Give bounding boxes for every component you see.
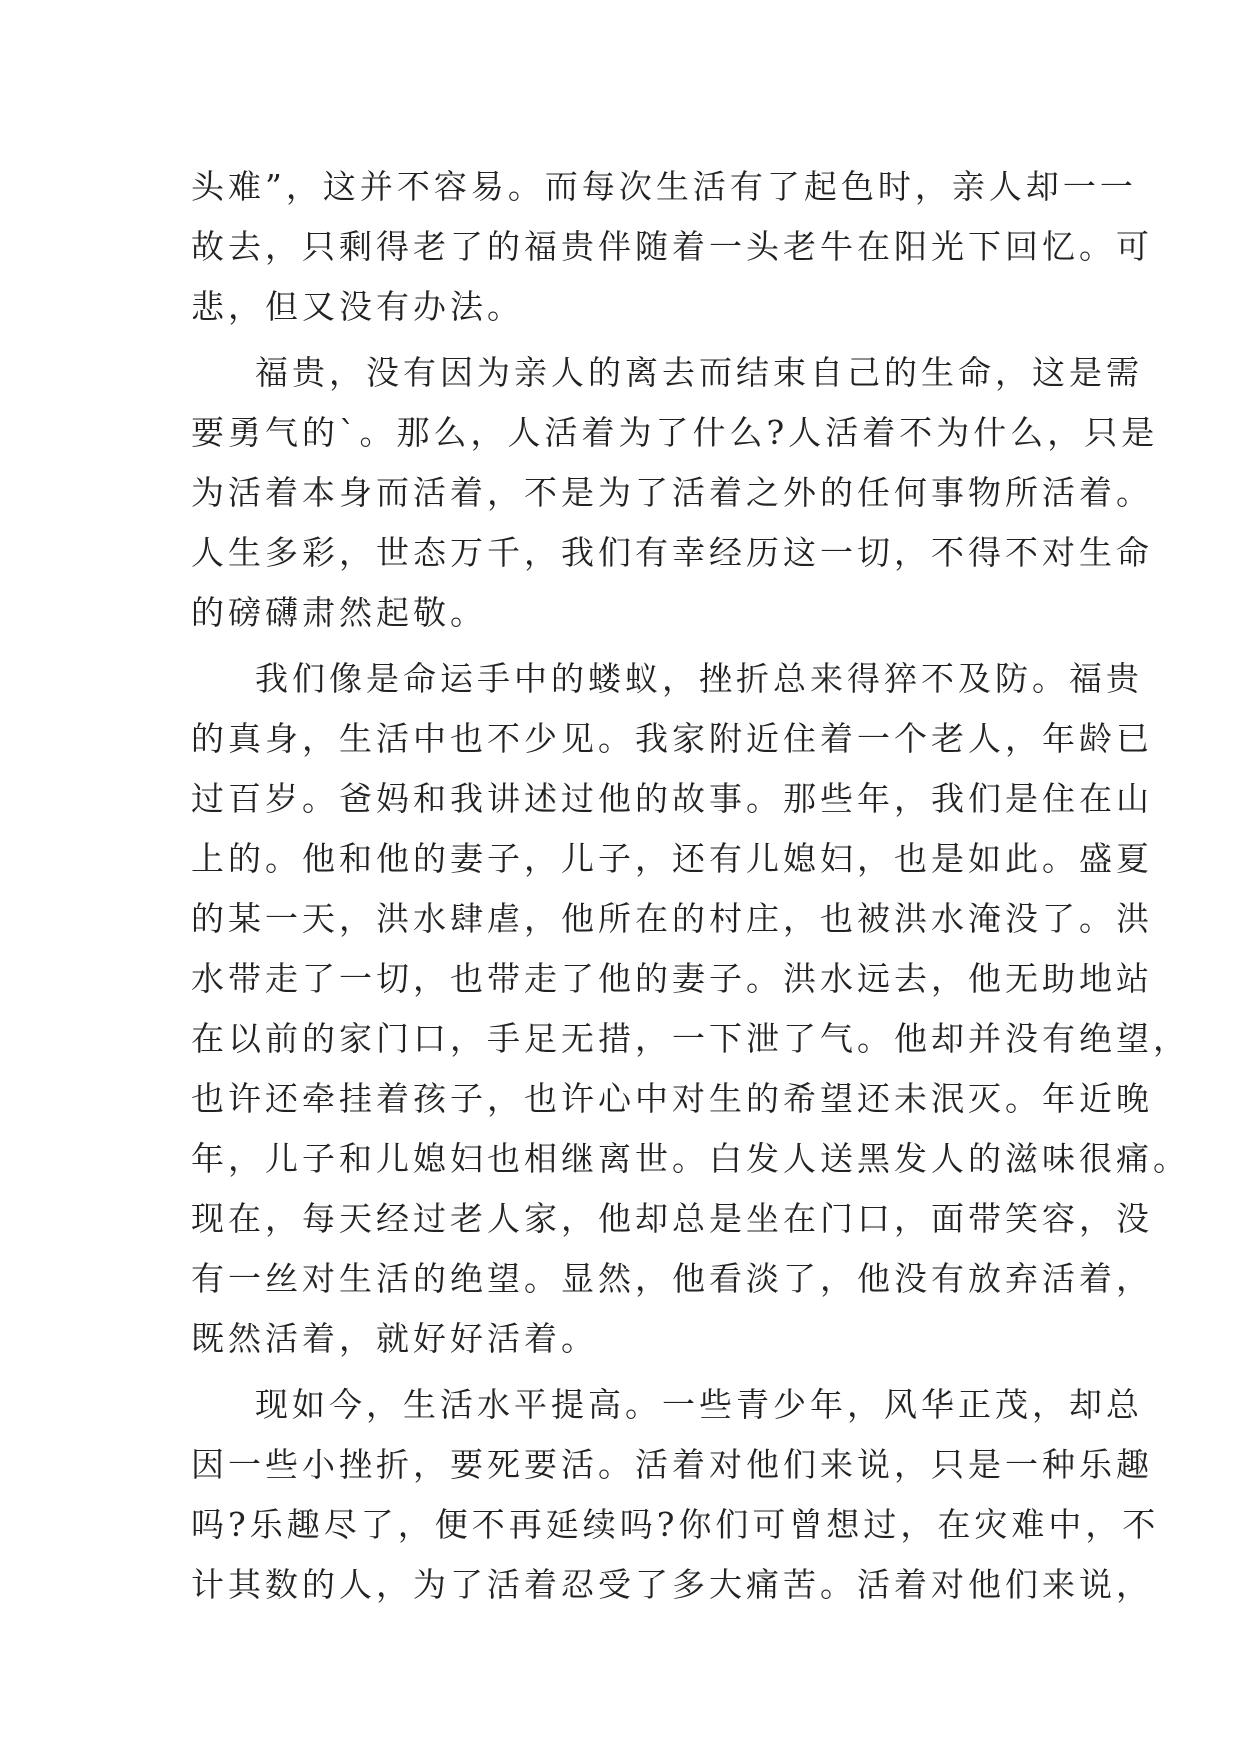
text-line: 既然活着，就好好活着。: [191, 1319, 598, 1358]
text-line: 现在，每天经过老人家，他却总是坐在门口，面带笑容，没: [191, 1199, 1153, 1238]
text-line: 故去，只剩得老了的福贵伴随着一头老牛在阳光下回忆。可: [191, 227, 1153, 266]
text-line: 年，儿子和儿媳妇也相继离世。白发人送黑发人的滋味很痛。: [191, 1139, 1190, 1178]
text-line: 我们像是命运手中的蝼蚁，挫折总来得猝不及防。福贵: [255, 659, 1143, 698]
text-line: 的真身，生活中也不少见。我家附近住着一个老人，年龄已: [191, 719, 1153, 758]
text-line: 现如今，生活水平提高。一些青少年，风华正茂，却总: [255, 1385, 1143, 1424]
paragraph-3: [191, 649, 1190, 1369]
text-line: 因一些小挫折，要死要活。活着对他们来说，只是一种乐趣: [191, 1445, 1153, 1484]
text-line: 有一丝对生活的绝望。显然，他看淡了，他没有放弃活着，: [191, 1259, 1153, 1298]
text-line: 为活着本身而活着，不是为了活着之外的任何事物所活着。: [191, 473, 1153, 512]
text-line: 的某一天，洪水肆虐，他所在的村庄，也被洪水淹没了。洪: [191, 899, 1153, 938]
text-line: 上的。他和他的妻子，儿子，还有儿媳妇，也是如此。盛夏: [191, 839, 1153, 878]
text-line: 要勇气的`。那么，人活着为了什么?人活着不为什么，只是: [191, 413, 1159, 452]
text-line: 计其数的人，为了活着忍受了多大痛苦。活着对他们来说，: [191, 1565, 1153, 1604]
paragraph-2: [191, 343, 1159, 643]
text-line: 的磅礴肃然起敬。: [191, 593, 487, 632]
body-text: [191, 157, 1190, 1615]
text-line: 水带走了一切，也带走了他的妻子。洪水远去，他无助地站: [191, 959, 1153, 998]
text-line: 在以前的家门口，手足无措，一下泄了气。他却并没有绝望，: [191, 1019, 1190, 1058]
text-line: 也许还牵挂着孩子，也许心中对生的希望还未泯灭。年近晚: [191, 1079, 1153, 1118]
paragraph-1: [191, 157, 1153, 337]
paragraph-4: [191, 1375, 1160, 1615]
text-line: 福贵，没有因为亲人的离去而结束自己的生命，这是需: [255, 353, 1143, 392]
text-line: 吗?乐趣尽了，便不再延续吗?你们可曾想过，在灾难中，不: [191, 1505, 1160, 1544]
text-line: 人生多彩，世态万千，我们有幸经历这一切，不得不对生命: [191, 533, 1153, 572]
text-line: 头难”，这并不容易。而每次生活有了起色时，亲人却一一: [191, 167, 1137, 206]
text-line: 过百岁。爸妈和我讲述过他的故事。那些年，我们是住在山: [191, 779, 1153, 818]
text-line: 悲，但又没有办法。: [191, 287, 524, 326]
